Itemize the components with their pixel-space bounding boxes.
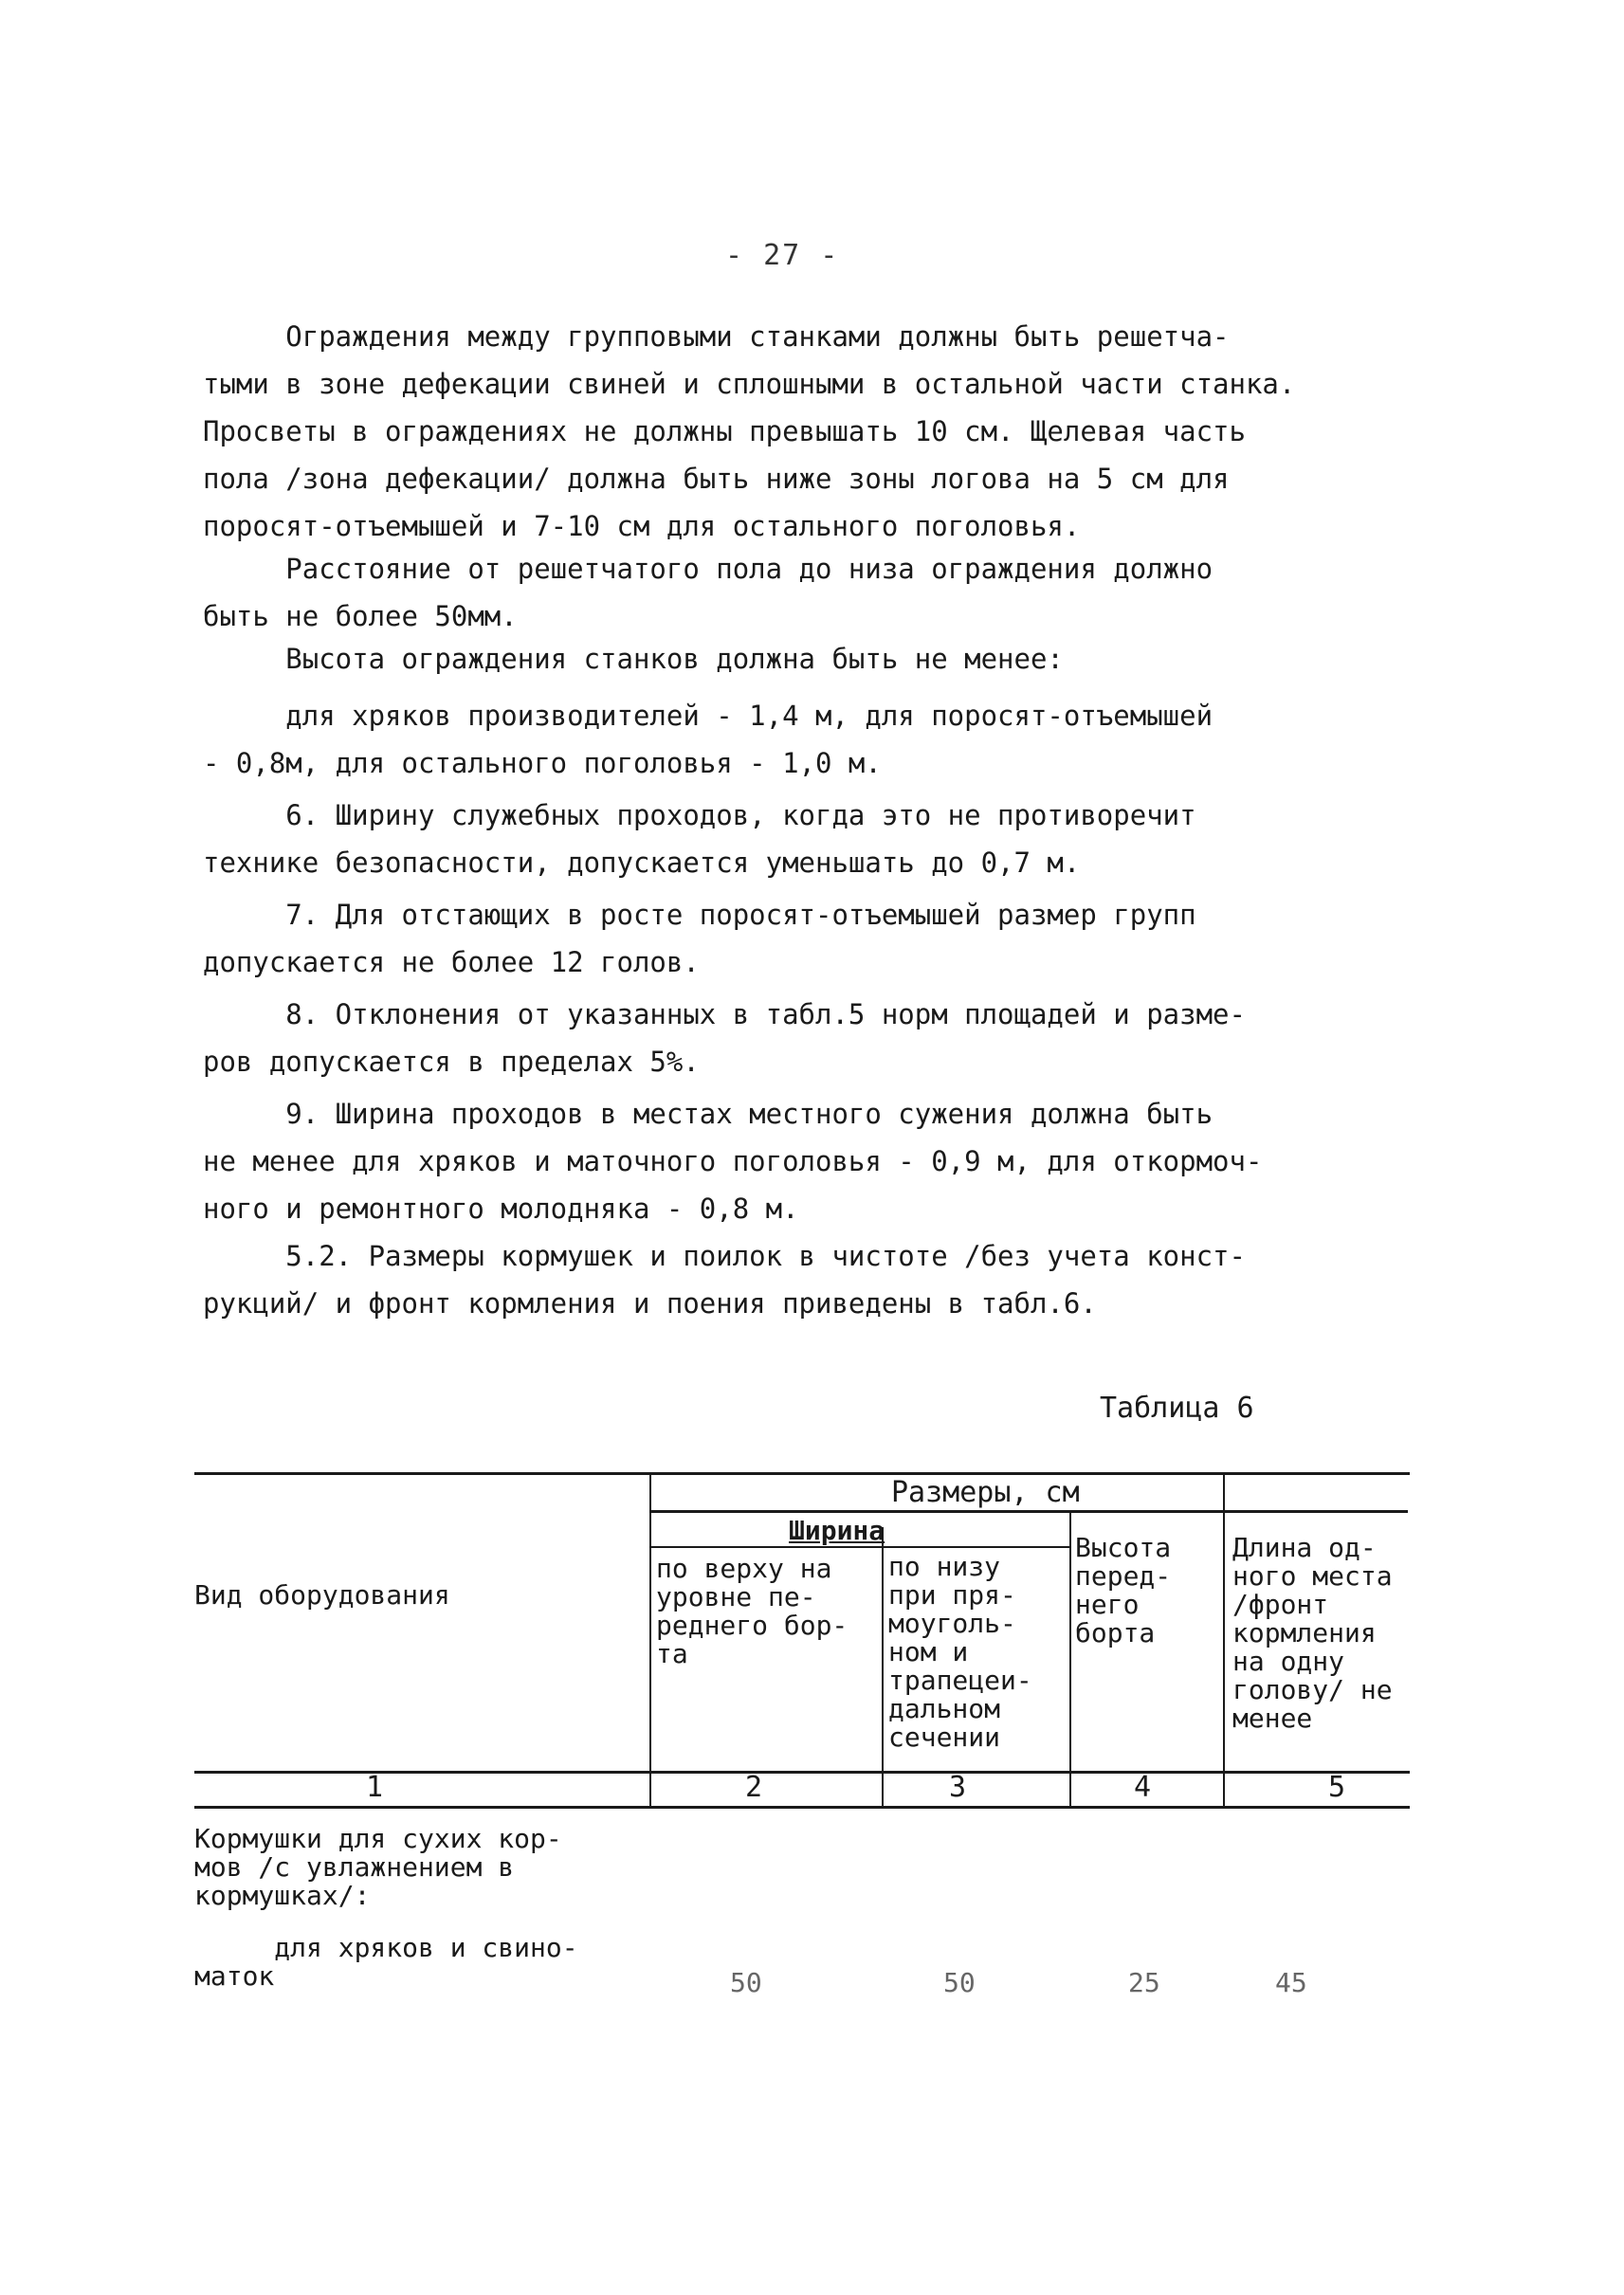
table-caption: Таблица 6 bbox=[1100, 1392, 1254, 1425]
numbers-bottom-rule bbox=[194, 1806, 1410, 1809]
cell-line: голову/ не bbox=[1232, 1674, 1393, 1705]
paragraph bbox=[203, 313, 1426, 550]
paragraph-line: поросят-отъемышей и 7-10 см для остального поголовья. bbox=[203, 510, 1081, 542]
header-col1 bbox=[194, 1581, 450, 1610]
cell-line: маток bbox=[194, 1960, 275, 1992]
cell-line: кормления bbox=[1232, 1617, 1377, 1648]
paragraph-line: 7. Для отстающих в росте поросят-отъемышей размер групп bbox=[203, 899, 1196, 931]
paragraph-line: 6. Ширину служебных проходов, когда это не противоречит bbox=[203, 799, 1196, 831]
cell-line: перед- bbox=[1075, 1560, 1172, 1592]
table-row-2-col3: 50 bbox=[943, 1967, 976, 1998]
cell-line: та bbox=[656, 1638, 688, 1669]
cell-line: на одну bbox=[1232, 1646, 1345, 1677]
cell-line: Кормушки для сухих кор- bbox=[194, 1823, 562, 1854]
width-subheader-rule bbox=[649, 1546, 1069, 1548]
paragraph-line: для хряков производителей - 1,4 м, для поросят-отъемышей bbox=[203, 700, 1213, 732]
paragraph bbox=[203, 545, 1426, 640]
cell-line: сечении bbox=[888, 1721, 1001, 1753]
col-divider-1 bbox=[649, 1472, 651, 1806]
paragraph-line: - 0,8м, для остального поголовья - 1,0 м. bbox=[203, 747, 882, 779]
paragraph-line: Расстояние от решетчатого пола до низа ограждения должно bbox=[203, 553, 1213, 585]
cell-line: Длина од- bbox=[1232, 1532, 1377, 1563]
header-col1-label: Вид оборудования bbox=[194, 1579, 450, 1611]
cell-line: при пря- bbox=[888, 1579, 1016, 1611]
header-sizes-group: Размеры, см bbox=[891, 1476, 1080, 1509]
paragraph-line: допускается не более 12 голов. bbox=[203, 946, 700, 978]
table-row-2-col4: 25 bbox=[1128, 1967, 1160, 1998]
header-width-label: Ширина bbox=[789, 1515, 885, 1546]
table-row-2-col2: 50 bbox=[730, 1967, 762, 1998]
paragraph bbox=[203, 635, 1426, 683]
cell-line: ного места bbox=[1232, 1560, 1393, 1592]
cell-line: борта bbox=[1075, 1617, 1156, 1648]
paragraph-line: ного и ремонтного молодняка - 0,8 м. bbox=[203, 1193, 799, 1225]
col-divider-3 bbox=[1069, 1510, 1071, 1806]
cell-line: моуголь- bbox=[888, 1608, 1016, 1639]
paragraph-line: 8. Отклонения от указанных в табл.5 норм площадей и разме- bbox=[203, 998, 1246, 1030]
col-number-1: 1 bbox=[365, 1771, 384, 1804]
header-col3 bbox=[888, 1553, 1032, 1752]
col-divider-4 bbox=[1223, 1472, 1225, 1806]
cell-line: дальном bbox=[888, 1693, 1001, 1724]
page-number: - 27 - bbox=[725, 239, 840, 272]
header-col5 bbox=[1232, 1534, 1393, 1733]
paragraph bbox=[203, 1232, 1426, 1327]
cell-line: уровне пе- bbox=[656, 1581, 816, 1612]
cell-line: кормушках/: bbox=[194, 1880, 371, 1911]
cell-line: /фронт bbox=[1232, 1589, 1329, 1620]
cell-line: него bbox=[1075, 1589, 1140, 1620]
cell-line: для хряков и свино- bbox=[194, 1932, 578, 1963]
cell-line: мов /с увлажнением в bbox=[194, 1851, 515, 1883]
paragraph-line: ров допускается в пределах 5%. bbox=[203, 1046, 700, 1078]
cell-line: реднего бор- bbox=[656, 1610, 848, 1641]
paragraph bbox=[203, 1090, 1426, 1232]
paragraph bbox=[203, 792, 1426, 886]
table-row-2-col5: 45 bbox=[1275, 1967, 1307, 1998]
cell-line: по верху на bbox=[656, 1553, 832, 1584]
cell-line: по низу bbox=[888, 1551, 1001, 1582]
paragraph-line: быть не более 50мм. bbox=[203, 600, 518, 632]
table-row-2-label bbox=[194, 1934, 578, 1991]
col-number-3: 3 bbox=[948, 1771, 967, 1804]
col-divider-2 bbox=[882, 1527, 884, 1806]
header-col2 bbox=[656, 1555, 848, 1668]
col-number-4: 4 bbox=[1133, 1771, 1152, 1804]
table-row-1-label bbox=[194, 1825, 562, 1910]
header-col4 bbox=[1075, 1534, 1171, 1648]
paragraph-line: Ограждения между групповыми станками должны быть решетча- bbox=[203, 320, 1230, 353]
paragraph bbox=[203, 991, 1426, 1085]
paragraph bbox=[203, 692, 1426, 787]
col-number-2: 2 bbox=[744, 1771, 763, 1804]
paragraph-line: не менее для хряков и маточного поголовья - 0,9 м, для откормоч- bbox=[203, 1145, 1263, 1177]
paragraph-line: рукций/ и фронт кормления и поения приведены в табл.6. bbox=[203, 1287, 1097, 1320]
paragraph-line: пола /зона дефекации/ должна быть ниже зоны логова на 5 см для bbox=[203, 463, 1230, 495]
paragraph-line: тыми в зоне дефекации свиней и сплошными в остальной части станка. bbox=[203, 368, 1296, 400]
cell-line: ном и bbox=[888, 1636, 969, 1667]
cell-line: трапецеи- bbox=[888, 1665, 1032, 1696]
table-top-rule bbox=[194, 1472, 1410, 1475]
col-number-5: 5 bbox=[1327, 1771, 1346, 1804]
cell-line: Высота bbox=[1075, 1532, 1172, 1563]
paragraph-line: Просветы в ограждениях не должны превышать 10 см. Щелевая часть bbox=[203, 415, 1246, 447]
paragraph-line: 9. Ширина проходов в местах местного сужения должна быть bbox=[203, 1098, 1213, 1130]
paragraph bbox=[203, 891, 1426, 986]
paragraph-line: 5.2. Размеры кормушек и поилок в чистоте /без учета конст- bbox=[203, 1240, 1246, 1272]
width-group-rule bbox=[649, 1510, 1408, 1513]
cell-line: менее bbox=[1232, 1703, 1313, 1734]
paragraph-line: Высота ограждения станков должна быть не менее: bbox=[203, 643, 1064, 675]
paragraph-line: технике безопасности, допускается уменьшать до 0,7 м. bbox=[203, 847, 1081, 879]
